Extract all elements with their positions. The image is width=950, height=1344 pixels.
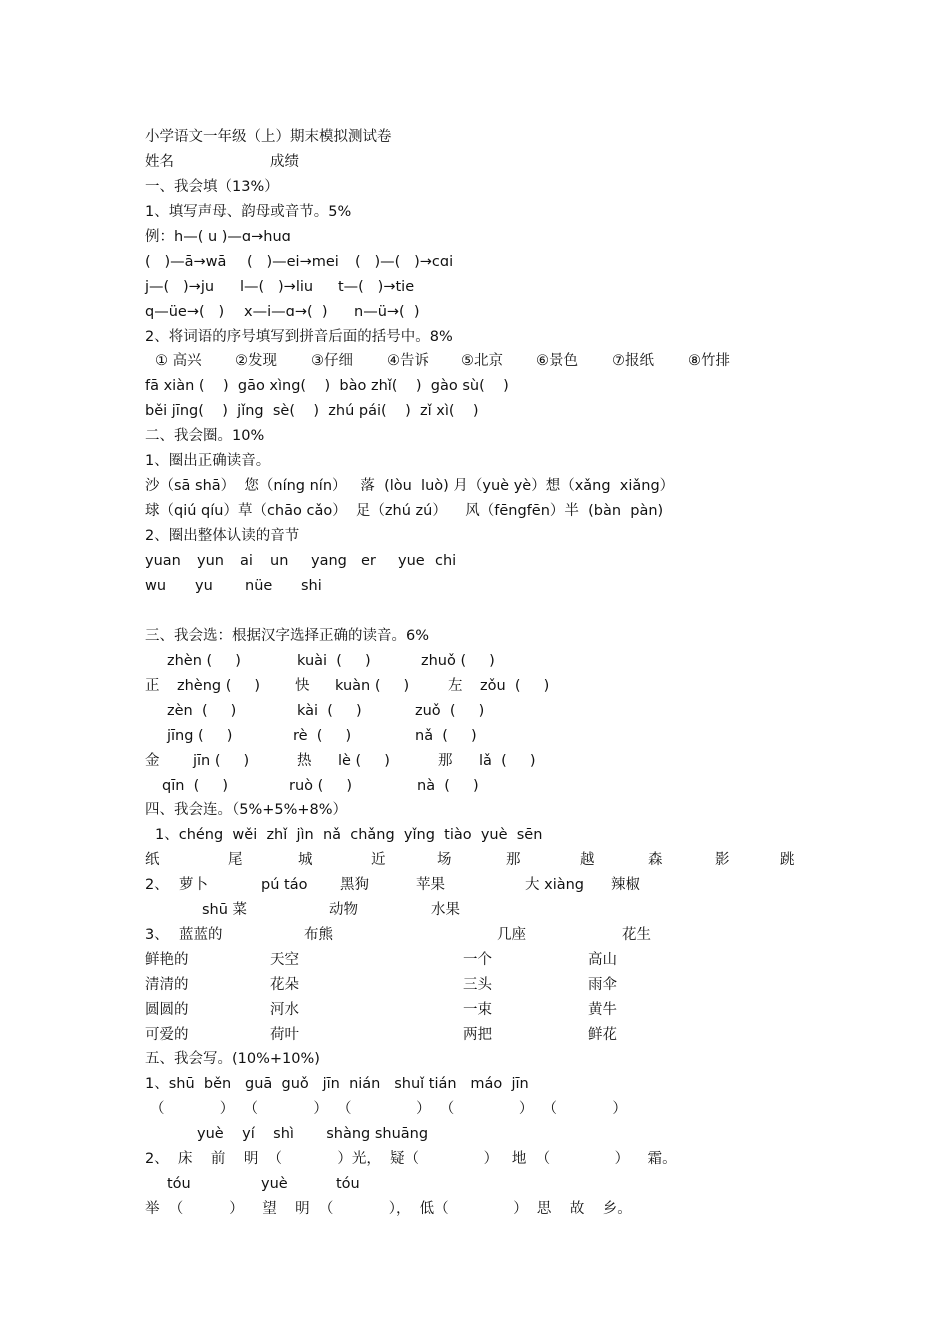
word-item: ④告诉 <box>387 353 429 369</box>
match-word: 动物 <box>329 902 358 918</box>
word-item: ⑧竹排 <box>688 353 730 369</box>
syllable: shi <box>301 578 322 594</box>
reading-option: zhèng ( ) <box>177 678 261 694</box>
s1-example: 例：h—( u )—ɑ→huɑ <box>145 229 291 245</box>
s5-q1-brackets: （ ） （ ） （ ） （ ） （ ） <box>150 1101 627 1117</box>
match-word: pú táo <box>261 877 308 893</box>
match-word: 几座 <box>497 927 526 943</box>
section-2-heading: 二、我会圈。10% <box>145 428 265 444</box>
q3-label: 3、 <box>145 927 169 943</box>
word-item: ③仔细 <box>311 353 353 369</box>
match-word: 清清的 <box>145 977 189 993</box>
match-word: 两把 <box>463 1027 492 1043</box>
s4-q1-pinyin: 1、chéng wěi zhǐ jìn nǎ chǎng yǐng tiào yuè sēn <box>155 827 543 843</box>
s5-q2-line: 举 （ ） 望 明 （ ）， 低（ ） 思 故 乡。 <box>145 1201 632 1217</box>
match-word: 苹果 <box>416 877 445 893</box>
match-word: 一个 <box>463 952 492 968</box>
match-char: 尾 <box>228 852 243 868</box>
reading-option: zuǒ ( ) <box>415 703 485 719</box>
match-char: 影 <box>715 852 730 868</box>
fill-item: x—i—ɑ→( ) <box>244 304 328 320</box>
section-1-heading: 一、我会填（13%） <box>145 179 279 195</box>
section-4-heading: 四、我会连。（5%+5%+8%） <box>145 802 348 818</box>
s5-q2-line: 2、 床 前 明 （ ）光， 疑（ ） 地 （ ） 霜。 <box>145 1151 677 1167</box>
fill-item: q—üe→( ) <box>145 304 225 320</box>
match-word: shū 菜 <box>202 902 248 918</box>
pinyin-hint: tóu <box>167 1176 191 1192</box>
fill-item: ( )—( )→cɑi <box>355 254 454 270</box>
fill-item: j—( )→ju <box>145 279 215 295</box>
reading-option: lè ( ) <box>338 753 390 769</box>
s1-fill-row <box>145 276 415 298</box>
hanzi: 热 <box>297 753 312 769</box>
fill-item: t—( )→tie <box>338 279 415 295</box>
q2-label: 2、 <box>145 877 169 893</box>
syllable: er <box>361 553 376 569</box>
pinyin-hint: tóu <box>336 1176 360 1192</box>
reading-option: lǎ ( ) <box>479 753 536 769</box>
match-word: 圆圆的 <box>145 1002 189 1018</box>
hanzi: 那 <box>438 753 453 769</box>
match-word: 鲜艳的 <box>145 952 189 968</box>
s1-fill-row <box>145 251 454 273</box>
s2-question-2: 2、圈出整体认读的音节 <box>145 528 300 544</box>
s1-pinyin-row: běi jīng( ) jǐng sè( ) zhú pái( ) zǐ xì( ) <box>145 403 479 419</box>
match-char: 越 <box>580 852 595 868</box>
s5-q2-pinyin: yuè yí shì shàng shuāng <box>197 1126 429 1142</box>
reading-option: kài ( ) <box>297 703 362 719</box>
match-word: 雨伞 <box>588 977 617 993</box>
name-label: 姓名 <box>145 154 174 170</box>
word-item: ②发现 <box>235 353 277 369</box>
match-word: 花朵 <box>270 977 299 993</box>
student-info-row <box>145 151 299 173</box>
reading-option: zèn ( ) <box>167 703 237 719</box>
s1-fill-row <box>145 301 420 323</box>
fill-item: ( )—ei→mei <box>247 254 339 270</box>
reading-option: zǒu ( ) <box>480 678 550 694</box>
match-word: 河水 <box>270 1002 299 1018</box>
hanzi: 左 <box>448 678 463 694</box>
syllable: yu <box>195 578 213 594</box>
match-word: 可爱的 <box>145 1027 189 1043</box>
match-char: 那 <box>506 852 521 868</box>
word-item: ⑤北京 <box>461 353 503 369</box>
match-char: 场 <box>437 852 452 868</box>
reading-option: rè ( ) <box>293 728 352 744</box>
match-word: 大 xiàng <box>525 877 584 893</box>
syllable: yue <box>398 553 425 569</box>
reading-option: nà ( ) <box>417 778 479 794</box>
syllable: chi <box>435 553 457 569</box>
syllable: nüe <box>245 578 273 594</box>
word-item: ⑦报纸 <box>612 353 654 369</box>
reading-option: zhèn ( ) <box>167 653 241 669</box>
match-word: 黑狗 <box>340 877 369 893</box>
match-word: 布熊 <box>304 927 333 943</box>
match-word: 水果 <box>431 902 460 918</box>
section-3-heading: 三、我会选：根据汉字选择正确的读音。6% <box>145 628 430 644</box>
match-char: 跳 <box>780 852 795 868</box>
reading-option: kuài ( ) <box>297 653 371 669</box>
hanzi: 正 <box>145 678 160 694</box>
match-word: 荷叶 <box>270 1027 299 1043</box>
match-word: 三头 <box>463 977 492 993</box>
match-word: 天空 <box>270 952 299 968</box>
match-word: 蓝蓝的 <box>179 927 223 943</box>
s2-reading-row: 球（qiú qíu）草（chāo cǎo） 足（zhú zú） 风（fēngfēn）半 (bàn pàn) <box>145 503 664 519</box>
reading-option: jīn ( ) <box>193 753 250 769</box>
word-item: ⑥景色 <box>536 353 578 369</box>
syllable: yun <box>197 553 224 569</box>
reading-option: kuàn ( ) <box>335 678 410 694</box>
match-char: 森 <box>648 852 663 868</box>
reading-option: jīng ( ) <box>167 728 233 744</box>
reading-option: nǎ ( ) <box>415 728 477 744</box>
match-word: 萝卜 <box>179 877 208 893</box>
fill-item: n—ü→( ) <box>354 304 420 320</box>
s5-q1-pinyin: 1、shū běn guā guǒ jīn nián shuǐ tián máo jīn <box>145 1076 529 1092</box>
match-word: 花生 <box>622 927 651 943</box>
syllable: un <box>270 553 289 569</box>
hanzi: 快 <box>295 678 310 694</box>
match-word: 黄牛 <box>588 1002 617 1018</box>
match-char: 近 <box>371 852 386 868</box>
syllable: yuan <box>145 553 181 569</box>
fill-item: l—( )→liu <box>240 279 314 295</box>
syllable: ai <box>240 553 253 569</box>
pinyin-hint: yuè <box>261 1176 288 1192</box>
match-word: 辣椒 <box>611 877 640 893</box>
page-title: 小学语文一年级（上）期末模拟测试卷 <box>145 129 392 145</box>
match-word: 一束 <box>463 1002 492 1018</box>
score-label: 成绩 <box>270 154 299 170</box>
match-word: 鲜花 <box>588 1027 617 1043</box>
syllable: yang <box>311 553 347 569</box>
s2-question-1: 1、圈出正确读音。 <box>145 453 271 469</box>
reading-option: zhuǒ ( ) <box>421 653 495 669</box>
s2-reading-row: 沙（sā shā） 您（níng nín） 落 (lòu luò) 月（yuè yè）想（xǎng xiǎng） <box>145 478 675 494</box>
section-5-heading: 五、我会写。(10%+10%) <box>145 1051 320 1067</box>
s1-question-1: 1、填写声母、韵母或音节。5% <box>145 204 352 220</box>
fill-item: ( )—ā→wā <box>145 254 227 270</box>
match-word: 高山 <box>588 952 617 968</box>
s1-question-2: 2、将词语的序号填写到拼音后面的括号中。8% <box>145 329 453 345</box>
syllable: wu <box>145 578 167 594</box>
match-char: 城 <box>298 852 313 868</box>
match-char: 纸 <box>145 852 160 868</box>
reading-option: qīn ( ) <box>162 778 229 794</box>
word-item: ① 高兴 <box>155 353 202 369</box>
reading-option: ruò ( ) <box>289 778 352 794</box>
s1-pinyin-row: fā xiàn ( ) gāo xìng( ) bào zhǐ( ) gào sù( ) <box>145 378 509 394</box>
hanzi: 金 <box>145 753 160 769</box>
